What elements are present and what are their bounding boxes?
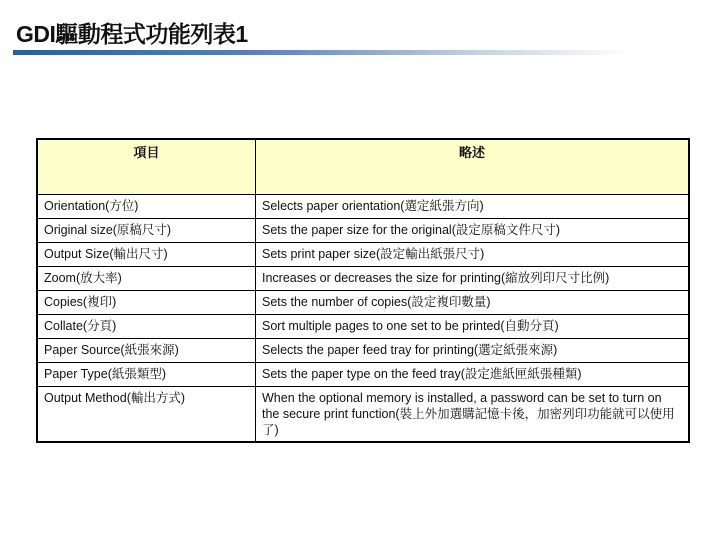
function-table [36, 138, 690, 443]
description-cell: Sets the paper type on the feed tray(設定進紙匣紙張種類) [256, 363, 690, 387]
slide-title: GDI驅動程式功能列表1 [16, 21, 248, 47]
description-cell: When the optional memory is installed, a password can be set to turn on the secure print function(裝上外加選購記憶卡後，加密列印功能就可以使用了) [256, 387, 690, 443]
item-cell: Paper Type(紙張類型) [37, 363, 256, 387]
table-row [37, 219, 689, 243]
table-row [37, 387, 689, 443]
table-row [37, 195, 689, 219]
description-cell: Sort multiple pages to one set to be printed(自動分頁) [256, 315, 690, 339]
table-row [37, 291, 689, 315]
description-cell: Sets the paper size for the original(設定原稿文件尺寸) [256, 219, 690, 243]
header-item: 項目 [37, 139, 256, 195]
table-row [37, 315, 689, 339]
description-cell: Increases or decreases the size for printing(縮放列印尺寸比例) [256, 267, 690, 291]
table-row [37, 243, 689, 267]
item-cell: Original size(原稿尺寸) [37, 219, 256, 243]
description-cell: Sets the number of copies(設定複印數量) [256, 291, 690, 315]
table-row [37, 339, 689, 363]
table-header-row [37, 139, 689, 195]
table-row [37, 363, 689, 387]
item-cell: Copies(複印) [37, 291, 256, 315]
item-cell: Orientation(方位) [37, 195, 256, 219]
item-cell: Zoom(放大率) [37, 267, 256, 291]
item-cell: Output Size(輸出尺寸) [37, 243, 256, 267]
description-cell: Sets print paper size(設定輸出紙張尺寸) [256, 243, 690, 267]
item-cell: Output Method(輸出方式) [37, 387, 256, 443]
table-row [37, 267, 689, 291]
item-cell: Paper Source(紙張來源) [37, 339, 256, 363]
description-cell: Selects paper orientation(選定紙張方向) [256, 195, 690, 219]
description-cell: Selects the paper feed tray for printing(選定紙張來源) [256, 339, 690, 363]
title-underline [13, 50, 633, 55]
item-cell: Collate(分頁) [37, 315, 256, 339]
header-description: 略述 [256, 139, 690, 195]
